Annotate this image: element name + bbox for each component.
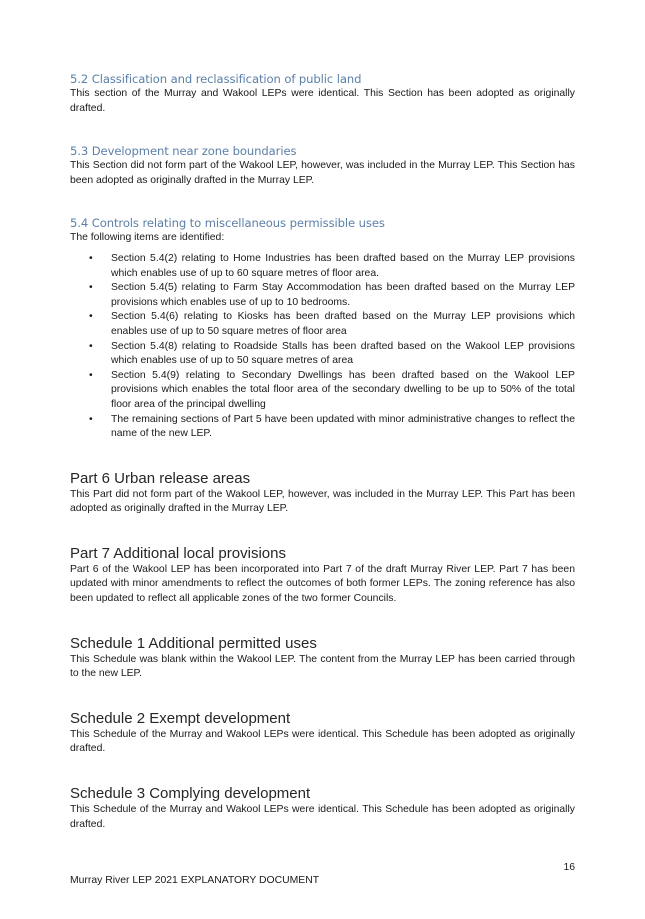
section-5-4-intro: The following items are identified: [70, 232, 225, 244]
list-item [70, 369, 575, 413]
part-6-heading: Part 6 Urban release areas [70, 469, 251, 487]
list-item [70, 281, 575, 310]
list-item-text: Section 5.4(6) relating to Kiosks has been drafted based on the Murray LEP provisions which enables use of up to 50 square metres of floor area [111, 311, 575, 337]
list-item [70, 340, 575, 369]
section-5-2 [70, 72, 575, 116]
schedule-3-heading: Schedule 3 Complying development [70, 785, 311, 803]
bullet-icon: • [89, 311, 93, 323]
footer-document-title: Murray River LEP 2021 EXPLANATORY DOCUMENT [70, 875, 320, 886]
section-5-3-heading: 5.3 Development near zone boundaries [70, 144, 297, 159]
schedule-1 [70, 635, 575, 682]
section-5-2-heading: 5.2 Classification and reclassification of public land [70, 72, 362, 86]
schedule-1-heading: Schedule 1 Additional permitted uses [70, 634, 317, 652]
bullet-icon: • [89, 413, 93, 425]
bullet-icon: • [89, 252, 93, 264]
part-7 [70, 545, 575, 607]
bullet-icon: • [89, 369, 93, 381]
section-5-2-body: This section of the Murray and Wakool LEPs were identical. This Section has been adopted as originally drafted. [70, 88, 575, 114]
list-item-text: Section 5.4(5) relating to Farm Stay Accommodation has been drafted based on the Murray LEP provisions which enables use of up to 10 bedrooms. [111, 282, 575, 308]
schedule-2-heading: Schedule 2 Exempt development [70, 709, 291, 727]
part-7-heading: Part 7 Additional local provisions [70, 544, 286, 562]
list-item [70, 252, 575, 281]
bullet-icon: • [89, 282, 93, 294]
list-item-text: Section 5.4(2) relating to Home Industries has been drafted based on the Murray LEP provisions which enables use of up to 60 square metres of floor area. [111, 252, 575, 279]
list-item-text: Section 5.4(8) relating to Roadside Stalls has been drafted based on the Wakool LEP provisions which enables use of up to 50 square metres of area [111, 340, 575, 367]
part-6 [70, 470, 575, 517]
schedule-2-body: This Schedule of the Murray and Wakool LEPs were identical. This Schedule has been adopted as originally drafted. [70, 728, 575, 755]
section-5-3-body: This Section did not form part of the Wakool LEP, however, was included in the Murray LEP. This Section has been adopted as originally drafted in the Murray LEP. [70, 160, 575, 186]
document-page [70, 66, 575, 832]
schedule-1-body: This Schedule was blank within the Wakool LEP. The content from the Murray LEP has been carried through to the new LEP. [70, 653, 575, 680]
schedule-3 [70, 785, 575, 832]
list-item [70, 413, 575, 442]
schedule-2 [70, 710, 575, 757]
section-5-4-list [70, 252, 575, 442]
part-7-body: Part 6 of the Wakool LEP has been incorporated into Part 7 of the draft Murray River LEP. Part 7 has been updated with minor amendments to reflect the outcomes of both former LEPs. The zoning reference has also been updated to reflect all applicable zones of the two former Councils. [70, 563, 575, 605]
section-5-4 [70, 216, 575, 441]
list-item [70, 310, 575, 339]
bullet-icon: • [89, 340, 93, 352]
section-5-3 [70, 144, 575, 188]
part-6-body: This Part did not form part of the Wakool LEP, however, was included in the Murray LEP. This Part has been adopted as originally drafted in the Murray LEP. [70, 488, 575, 515]
list-item-text: The remaining sections of Part 5 have been updated with minor administrative changes to reflect the name of the new LEP. [111, 413, 575, 440]
schedule-3-body: This Schedule of the Murray and Wakool LEPs were identical. This Schedule has been adopted as originally drafted. [70, 804, 575, 830]
page-number: 16 [563, 862, 575, 873]
section-5-4-heading: 5.4 Controls relating to miscellaneous permissible uses [70, 216, 385, 231]
list-item-text: Section 5.4(9) relating to Secondary Dwellings has been drafted based on the Wakool LEP provisions which enables the total floor area of the secondary dwelling to be up to 50% of the total floor area of the principal dwelling [111, 369, 575, 410]
